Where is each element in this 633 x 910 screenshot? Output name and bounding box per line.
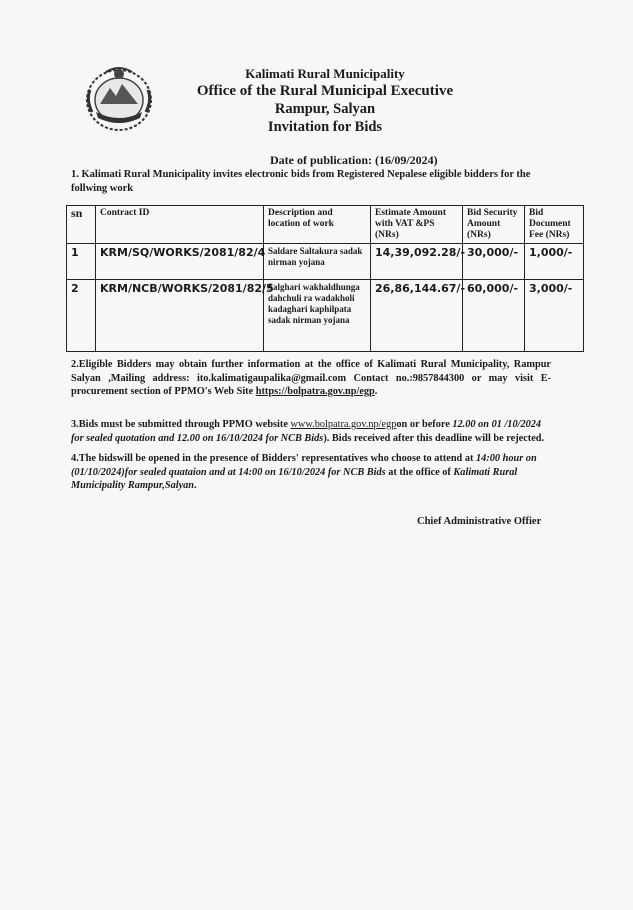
letterhead xyxy=(160,66,490,136)
para2-end: . xyxy=(374,386,378,397)
cell-contract-id: KRM/NCB/WORKS/2081/82/5 xyxy=(96,280,264,352)
table-row xyxy=(67,280,584,352)
cell-security: 60,000/- xyxy=(463,280,525,352)
para4-location: Kalimati Rural Municipality Rampur,Salyan xyxy=(71,466,518,491)
cell-estimate: 14,39,092.28/- xyxy=(371,244,463,280)
cell-sn: 1 xyxy=(67,244,96,280)
para3-rejection: ). Bids received after this deadline will be rejected. xyxy=(323,432,545,444)
para4-location-intro: at the office of xyxy=(385,466,454,478)
para3-deadline: 12.00 on 01 /10/2024 for sealed quotation and 12.00 on 16/10/2024 for NCB Bids xyxy=(71,419,542,444)
table-header-row xyxy=(67,206,584,244)
ppmo-egp-link[interactable]: https://bolpatra.gov.np/egp xyxy=(255,386,375,397)
col-header-security: Bid Security Amount (NRs) xyxy=(463,206,525,244)
government-emblem-icon xyxy=(82,64,156,134)
cell-fee: 3,000/- xyxy=(525,280,584,352)
publication-date: Date of publication: (16/09/2024) xyxy=(270,153,438,167)
paragraph-opening xyxy=(71,452,551,493)
col-header-sn: sn xyxy=(67,206,96,244)
document-title: Invitation for Bids xyxy=(267,119,383,135)
cell-sn: 2 xyxy=(67,280,96,352)
table-row xyxy=(67,244,584,280)
para3-lead: 3.Bids must be submitted through PPMO website xyxy=(71,419,291,430)
cell-estimate: 26,86,144.67/- xyxy=(371,280,463,352)
paragraph-further-information xyxy=(71,358,551,399)
col-header-estimate: Estimate Amount with VAT &PS (NRs) xyxy=(371,206,463,244)
cell-security: 30,000/- xyxy=(463,244,525,280)
signatory-title: Chief Administrative Offier xyxy=(417,516,542,527)
office-name: Office of the Rural Municipal Executive xyxy=(196,83,454,99)
cell-fee: 1,000/- xyxy=(525,244,584,280)
col-header-description: Description and location of work xyxy=(264,206,371,244)
para2-text: 2.Eligible Bidders may obtain further information at the office of Kalimati Rural Municipality, Rampur Salyan ,Mailing address: ito.kalimatigaupalika@gmail.com Contact no.:9857844300 or may visit E-procurement section of PPMO's Web Site xyxy=(71,359,551,397)
paragraph-submission xyxy=(71,418,551,445)
bids-table xyxy=(66,205,584,352)
office-location: Rampur, Salyan xyxy=(274,101,376,117)
col-header-contract-id: Contract ID xyxy=(96,206,264,244)
bolpatra-website-link[interactable]: www.bolpatra.gov.np/egp xyxy=(290,419,397,430)
para4-lead: 4.The bidswill be opened in the presence of Bidders' representatives who choose to attend at xyxy=(71,453,477,464)
cell-description: Saldare Saltakura sadak nirman yojana xyxy=(264,244,371,280)
intro-paragraph: 1. Kalimati Rural Municipality invites electronic bids from Registered Nepalese eligible bidders for the follwing work xyxy=(71,169,531,194)
para4-end: . xyxy=(194,480,197,491)
col-header-fee: Bid Document Fee (NRs) xyxy=(525,206,584,244)
para4-opening-time: 14:00 hour on (01/10/2024)for sealed quataion and at 14:00 on 16/10/2024 for NCB Bids xyxy=(71,453,537,478)
cell-contract-id: KRM/SQ/WORKS/2081/82/4 xyxy=(96,244,264,280)
para3-deadline-intro: on or before xyxy=(396,419,453,430)
cell-description: Salghari wakhaldhunga dahchuli ra wadakholi kadaghari kaphilpata sadak nirman yojana xyxy=(264,280,371,352)
municipality-name: Kalimati Rural Municipality xyxy=(245,66,405,81)
